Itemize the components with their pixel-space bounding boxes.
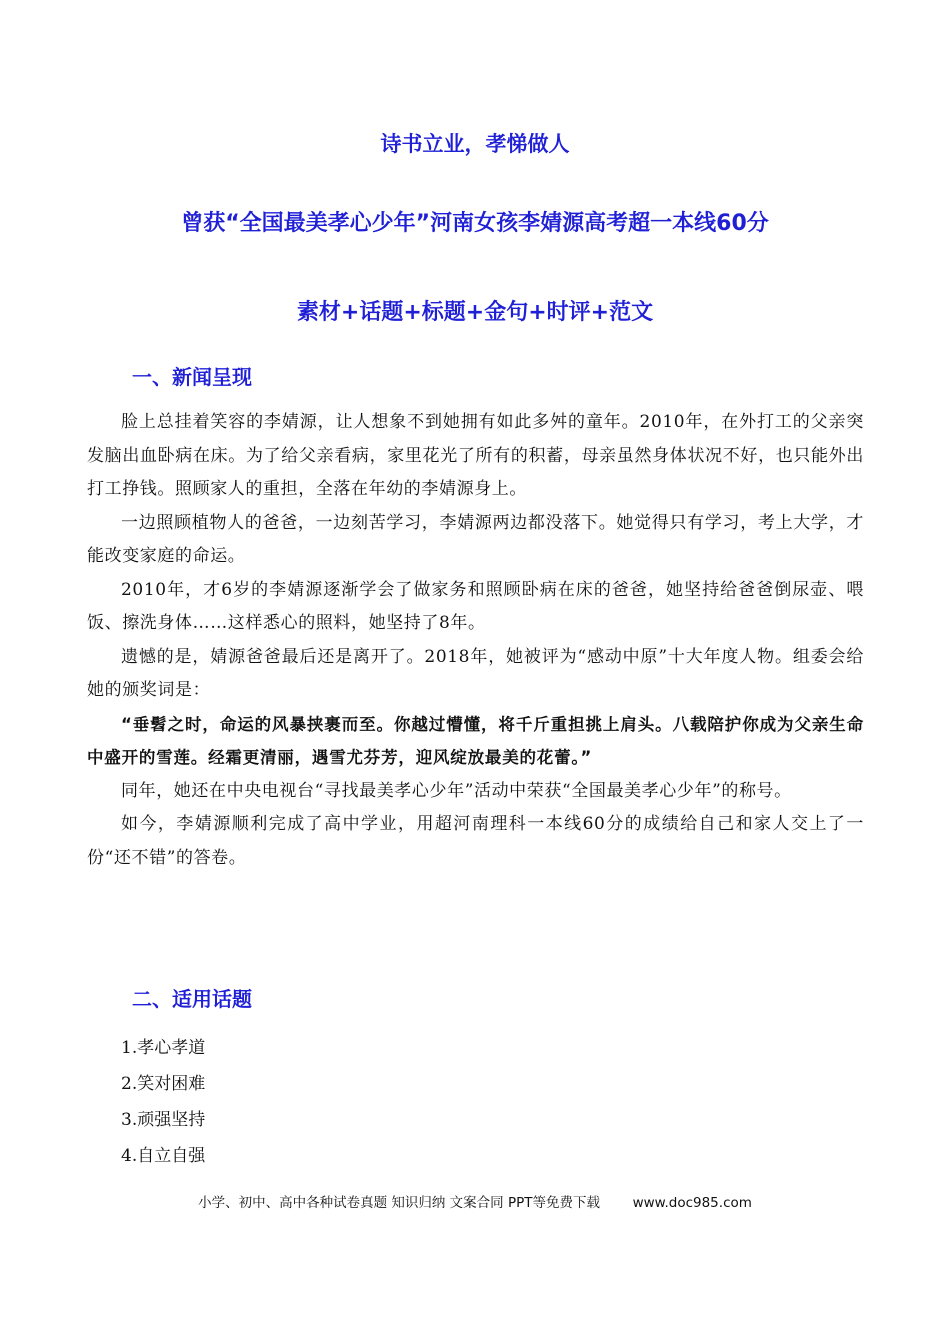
- news-paragraph: 2010年，才6岁的李婧源逐渐学会了做家务和照顾卧病在床的爸爸，她坚持给爸爸倒尿壶、喂饭、擦洗身体……这样悉心的照料，她坚持了8年。: [87, 579, 864, 633]
- news-paragraph: 遗憾的是，婧源爸爸最后还是离开了。2018年，她被评为“感动中原”十大年度人物。组委会给她的颁奖词是：: [87, 646, 864, 700]
- section-heading-news: 一、新闻呈现: [132, 365, 252, 389]
- news-paragraph: 如今，李婧源顺利完成了高中学业，用超河南理科一本线60分的成绩给自己和家人交上了一份“还不错”的答卷。: [87, 814, 864, 868]
- award-quote: “垂髫之时，命运的风暴挟裹而至。你越过懵懂，将千斤重担挑上肩头。八载陪护你成为父亲生命中盛开的雪莲。经霜更清丽，遇雪尤芬芳，迎风绽放最美的花蕾。”: [87, 714, 864, 767]
- news-paragraph: 脸上总挂着笑容的李婧源，让人想象不到她拥有如此多舛的童年。2010年，在外打工的父亲突发脑出血卧病在床。为了给父亲看病，家里花光了所有的积蓄，母亲虽然身体状况不好，也只能外出打工挣钱。照顾家人的重担，全落在年幼的李婧源身上。: [87, 412, 864, 499]
- list-item: 4.自立自强: [121, 1146, 206, 1166]
- footer-text: 小学、初中、高中各种试卷真题 知识归纳 文案合同 PPT等免费下载: [198, 1195, 600, 1211]
- document-title-motto: 诗书立业，孝悌做人: [380, 132, 570, 156]
- news-paragraph: 同年，她还在中央电视台“寻找最美孝心少年”活动中荣获“全国最美孝心少年”的称号。: [121, 780, 792, 801]
- topic-list: [121, 1030, 205, 1174]
- list-item: 3.顽强坚持: [121, 1110, 206, 1130]
- document-subtitle: 素材+话题+标题+金句+时评+范文: [296, 300, 654, 325]
- document-title-headline: 曾获“全国最美孝心少年”河南女孩李婧源高考超一本线60分: [181, 211, 769, 236]
- list-item: 2.笑对困难: [121, 1074, 206, 1094]
- list-item: 1.孝心孝道: [121, 1038, 206, 1058]
- news-paragraph: 一边照顾植物人的爸爸，一边刻苦学习，李婧源两边都没落下。她觉得只有学习，考上大学，才能改变家庭的命运。: [87, 512, 864, 566]
- page-footer: [0, 1191, 950, 1211]
- footer-site-link[interactable]: www.doc985.com: [632, 1195, 752, 1211]
- section-heading-topics: 二、适用话题: [132, 987, 252, 1011]
- news-body: [87, 406, 864, 875]
